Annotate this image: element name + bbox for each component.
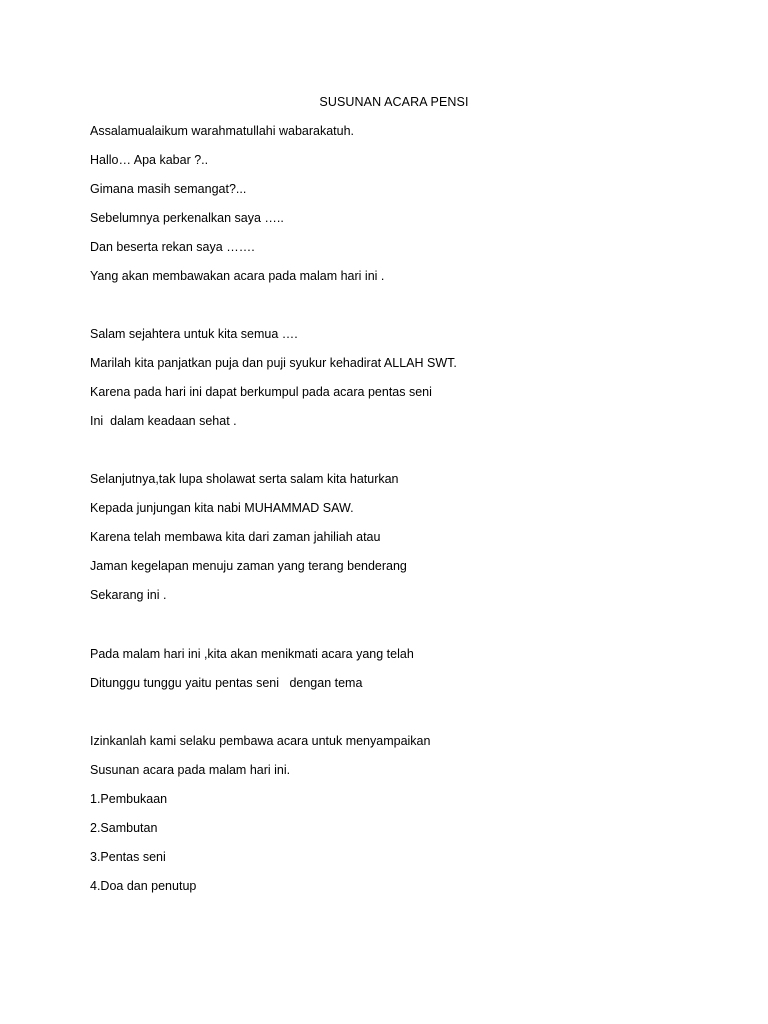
text-line: Karena pada hari ini dapat berkumpul pada acara pentas seni	[90, 385, 432, 399]
text-line: Kepada junjungan kita nabi MUHAMMAD SAW.	[90, 501, 354, 515]
list-item: 1.Pembukaan	[90, 792, 168, 806]
text-line: Sekarang ini .	[90, 588, 167, 602]
text-line: Pada malam hari ini ,kita akan menikmati acara yang telah	[90, 647, 414, 661]
text-line: Marilah kita panjatkan puja dan puji syukur kehadirat ALLAH SWT.	[90, 356, 457, 370]
text-line: Karena telah membawa kita dari zaman jahiliah atau	[90, 530, 381, 544]
text-line: Assalamualaikum warahmatullahi wabarakatuh.	[90, 124, 355, 138]
list-item: 2.Sambutan	[90, 821, 158, 835]
text-line: Yang akan membawakan acara pada malam hari ini .	[90, 269, 385, 283]
text-line: Sebelumnya perkenalkan saya …..	[90, 211, 284, 225]
text-line: Izinkanlah kami selaku pembawa acara untuk menyampaikan	[90, 734, 431, 748]
text-line: Ditunggu tunggu yaitu pentas seni dengan tema	[90, 676, 363, 690]
text-line: Selanjutnya,tak lupa sholawat serta salam kita haturkan	[90, 472, 399, 486]
text-line: Ini dalam keadaan sehat .	[90, 414, 237, 428]
text-line: Gimana masih semangat?...	[90, 182, 247, 196]
text-line: Susunan acara pada malam hari ini.	[90, 763, 291, 777]
text-line: Hallo… Apa kabar ?..	[90, 153, 209, 167]
list-item: 4.Doa dan penutup	[90, 879, 197, 893]
text-line: Jaman kegelapan menuju zaman yang terang benderang	[90, 559, 407, 573]
document-title: SUSUNAN ACARA PENSI	[319, 95, 469, 109]
text-line: Salam sejahtera untuk kita semua ….	[90, 327, 298, 341]
list-item: 3.Pentas seni	[90, 850, 166, 864]
text-line: Dan beserta rekan saya …….	[90, 240, 255, 254]
